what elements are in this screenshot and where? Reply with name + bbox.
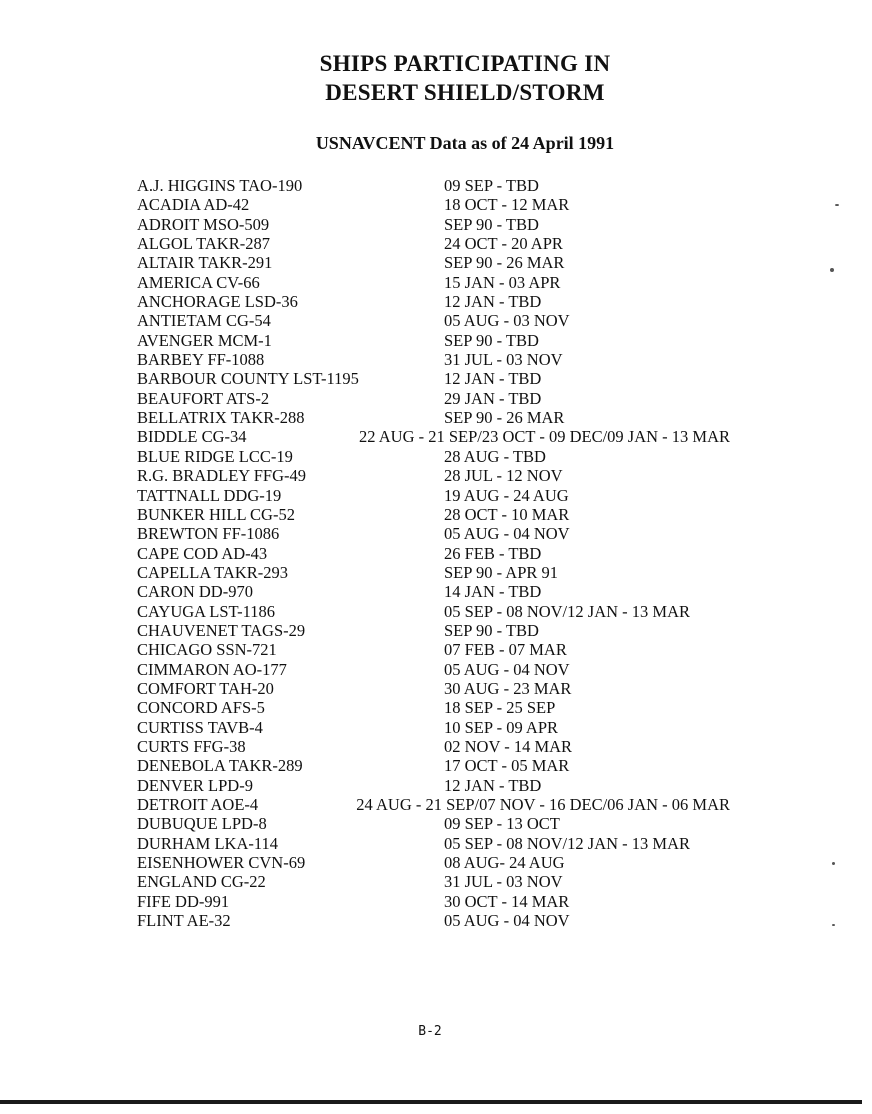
bottom-rule bbox=[0, 1100, 862, 1104]
ship-row bbox=[0, 795, 872, 814]
deployment-dates: SEP 90 - TBD bbox=[444, 214, 539, 234]
ship-name: DENEBOLA TAKR-289 bbox=[137, 756, 303, 776]
ship-name: CIMMARON AO-177 bbox=[137, 659, 287, 679]
ship-name: R.G. BRADLEY FFG-49 bbox=[137, 466, 306, 486]
deployment-dates: 12 JAN - TBD bbox=[444, 369, 542, 389]
deployment-dates: 24 AUG - 21 SEP/07 NOV - 16 DEC/06 JAN - 06 MAR bbox=[356, 795, 730, 814]
ship-name: ALGOL TAKR-287 bbox=[137, 234, 270, 254]
ship-name: DURHAM LKA-114 bbox=[137, 833, 279, 853]
deployment-dates: SEP 90 - TBD bbox=[444, 330, 539, 350]
scan-speck bbox=[835, 204, 839, 206]
deployment-dates: 15 JAN - 03 APR bbox=[444, 272, 561, 292]
page-number: B-2 bbox=[418, 1024, 442, 1039]
ship-row bbox=[0, 582, 872, 601]
ship-name: ACADIA AD-42 bbox=[137, 195, 250, 215]
ship-name: ANCHORAGE LSD-36 bbox=[137, 292, 298, 312]
ship-name: CHAUVENET TAGS-29 bbox=[137, 620, 306, 640]
deployment-dates: 28 JUL - 12 NOV bbox=[444, 466, 563, 486]
ship-name: FLINT AE-32 bbox=[137, 911, 231, 931]
deployment-dates: 30 OCT - 14 MAR bbox=[444, 891, 570, 911]
deployment-dates: SEP 90 - 26 MAR bbox=[444, 408, 565, 428]
ship-row bbox=[0, 427, 872, 446]
ship-row bbox=[0, 621, 872, 640]
ship-row bbox=[0, 447, 872, 466]
ship-name: CONCORD AFS-5 bbox=[137, 698, 265, 718]
ship-row bbox=[0, 853, 872, 872]
ship-name: CURTISS TAVB-4 bbox=[137, 717, 263, 737]
ship-row bbox=[0, 698, 872, 717]
ship-name: CAPE COD AD-43 bbox=[137, 543, 268, 563]
deployment-dates: 07 FEB - 07 MAR bbox=[444, 640, 567, 660]
ship-name: BARBEY FF-1088 bbox=[137, 350, 265, 370]
deployment-dates: 09 SEP - 13 OCT bbox=[444, 814, 560, 834]
deployment-dates: 05 SEP - 08 NOV/12 JAN - 13 MAR bbox=[444, 833, 690, 853]
ship-row bbox=[0, 350, 872, 369]
ship-row bbox=[0, 331, 872, 350]
deployment-dates: 05 AUG - 04 NOV bbox=[444, 911, 570, 931]
ship-name: BEAUFORT ATS-2 bbox=[137, 388, 270, 408]
ship-name: ANTIETAM CG-54 bbox=[137, 311, 271, 331]
deployment-dates: SEP 90 - APR 91 bbox=[444, 562, 559, 582]
ship-name: DUBUQUE LPD-8 bbox=[137, 814, 267, 834]
ship-row bbox=[0, 872, 872, 891]
scan-speck bbox=[832, 924, 835, 926]
deployment-dates: 10 SEP - 09 APR bbox=[444, 717, 559, 737]
scan-speck bbox=[830, 268, 834, 272]
ship-row bbox=[0, 563, 872, 582]
ship-name: BIDDLE CG-34 bbox=[137, 427, 247, 447]
deployment-dates: 26 FEB - TBD bbox=[444, 543, 542, 563]
ship-row bbox=[0, 311, 872, 330]
ship-row bbox=[0, 486, 872, 505]
deployment-dates: 19 AUG - 24 AUG bbox=[444, 485, 569, 505]
ship-name: ENGLAND CG-22 bbox=[137, 872, 266, 892]
ship-name: CAYUGA LST-1186 bbox=[137, 601, 275, 621]
deployment-dates: SEP 90 - TBD bbox=[444, 620, 539, 640]
ship-row bbox=[0, 756, 872, 775]
deployment-dates: 28 OCT - 10 MAR bbox=[444, 504, 570, 524]
ship-row bbox=[0, 524, 872, 543]
ship-name: A.J. HIGGINS TAO-190 bbox=[137, 176, 303, 195]
ship-name: BELLATRIX TAKR-288 bbox=[137, 408, 305, 428]
deployment-dates: 05 AUG - 03 NOV bbox=[444, 311, 570, 331]
ship-name: COMFORT TAH-20 bbox=[137, 678, 274, 698]
deployment-dates: 14 JAN - TBD bbox=[444, 582, 542, 602]
ship-row bbox=[0, 195, 872, 214]
deployment-dates: 12 JAN - TBD bbox=[444, 292, 542, 312]
ship-row bbox=[0, 505, 872, 524]
deployment-dates: 05 AUG - 04 NOV bbox=[444, 524, 570, 544]
ship-row bbox=[0, 718, 872, 737]
ship-row bbox=[0, 408, 872, 427]
deployment-dates: 05 SEP - 08 NOV/12 JAN - 13 MAR bbox=[444, 601, 690, 621]
ship-name: CAPELLA TAKR-293 bbox=[137, 562, 289, 582]
deployment-dates: 30 AUG - 23 MAR bbox=[444, 678, 572, 698]
ship-name: AVENGER MCM-1 bbox=[137, 330, 272, 350]
ship-row bbox=[0, 466, 872, 485]
deployment-dates: 29 JAN - TBD bbox=[444, 388, 542, 408]
ship-list bbox=[0, 176, 872, 930]
document-title-line-2: DESERT SHIELD/STORM bbox=[325, 80, 605, 105]
ship-row bbox=[0, 389, 872, 408]
ship-row bbox=[0, 234, 872, 253]
deployment-dates: 02 NOV - 14 MAR bbox=[444, 736, 573, 756]
ship-row bbox=[0, 892, 872, 911]
ship-row bbox=[0, 737, 872, 756]
ship-name: ADROIT MSO-509 bbox=[137, 214, 270, 234]
ship-name: TATTNALL DDG-19 bbox=[137, 485, 282, 505]
deployment-dates: 31 JUL - 03 NOV bbox=[444, 872, 563, 892]
ship-name: CHICAGO SSN-721 bbox=[137, 640, 277, 660]
deployment-dates: 17 OCT - 05 MAR bbox=[444, 756, 570, 776]
ship-name: AMERICA CV-66 bbox=[137, 272, 260, 292]
ship-name: BUNKER HILL CG-52 bbox=[137, 504, 295, 524]
ship-name: DENVER LPD-9 bbox=[137, 775, 253, 795]
deployment-dates: 31 JUL - 03 NOV bbox=[444, 350, 563, 370]
ship-name: DETROIT AOE-4 bbox=[137, 795, 259, 814]
ship-name: CARON DD-970 bbox=[137, 582, 253, 602]
deployment-dates: 05 AUG - 04 NOV bbox=[444, 659, 570, 679]
ship-row bbox=[0, 369, 872, 388]
deployment-dates: 22 AUG - 21 SEP/23 OCT - 09 DEC/09 JAN - 13 MAR bbox=[359, 427, 730, 447]
ship-name: BLUE RIDGE LCC-19 bbox=[137, 446, 293, 466]
ship-row bbox=[0, 602, 872, 621]
deployment-dates: 24 OCT - 20 APR bbox=[444, 234, 563, 254]
deployment-dates: 09 SEP - TBD bbox=[444, 176, 539, 195]
ship-row bbox=[0, 273, 872, 292]
ship-name: EISENHOWER CVN-69 bbox=[137, 853, 306, 873]
deployment-dates: SEP 90 - 26 MAR bbox=[444, 253, 565, 273]
deployment-dates: 28 AUG - TBD bbox=[444, 446, 546, 466]
deployment-dates: 08 AUG- 24 AUG bbox=[444, 853, 565, 873]
scan-speck bbox=[832, 862, 835, 865]
ship-name: CURTS FFG-38 bbox=[137, 736, 246, 756]
ship-row bbox=[0, 215, 872, 234]
document-title-line-1: SHIPS PARTICIPATING IN bbox=[319, 51, 611, 76]
ship-row bbox=[0, 660, 872, 679]
ship-row bbox=[0, 834, 872, 853]
ship-row bbox=[0, 292, 872, 311]
ship-name: BARBOUR COUNTY LST-1195 bbox=[137, 369, 359, 389]
ship-name: FIFE DD-991 bbox=[137, 891, 230, 911]
ship-row bbox=[0, 544, 872, 563]
ship-row bbox=[0, 253, 872, 272]
ship-row bbox=[0, 911, 872, 930]
ship-name: BREWTON FF-1086 bbox=[137, 524, 280, 544]
ship-row bbox=[0, 776, 872, 795]
ship-row bbox=[0, 814, 872, 833]
deployment-dates: 12 JAN - TBD bbox=[444, 775, 542, 795]
ship-row bbox=[0, 176, 872, 195]
ship-row bbox=[0, 640, 872, 659]
deployment-dates: 18 OCT - 12 MAR bbox=[444, 195, 570, 215]
ship-name: ALTAIR TAKR-291 bbox=[137, 253, 273, 273]
document-subtitle: USNAVCENT Data as of 24 April 1991 bbox=[315, 133, 615, 153]
ship-row bbox=[0, 679, 872, 698]
deployment-dates: 18 SEP - 25 SEP bbox=[444, 698, 556, 718]
